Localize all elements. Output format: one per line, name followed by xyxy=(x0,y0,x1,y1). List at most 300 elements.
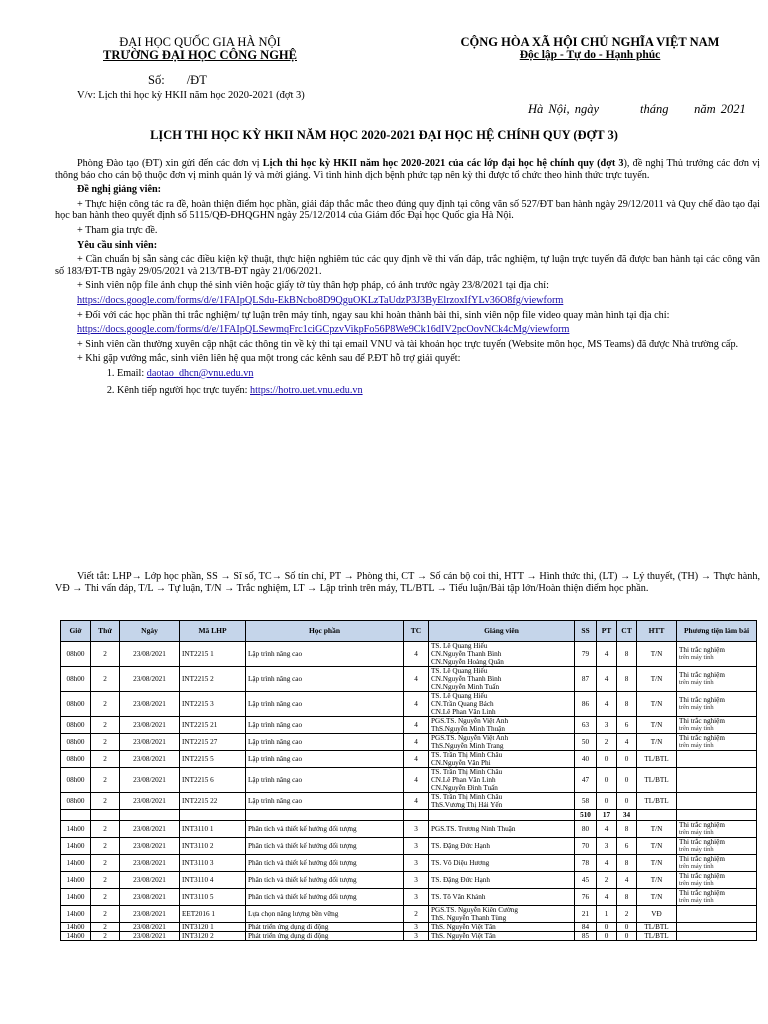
cell-exam-medium xyxy=(677,717,757,734)
cell-exam-format: T/N xyxy=(637,889,677,906)
exam-medium-line: trên máy tính xyxy=(679,679,714,686)
cell-lecturers xyxy=(429,734,575,751)
cell-time: 14h00 xyxy=(61,855,91,872)
cell-rooms: 1 xyxy=(597,906,617,923)
lecturer-name: CN.Nguyễn Thanh Bình xyxy=(431,650,502,658)
lecturer-name: ThS.Vương Thị Hải Yến xyxy=(431,801,503,809)
table-row xyxy=(61,932,757,941)
column-header: HTT xyxy=(637,621,677,642)
exam-medium-line: Thi trắc nghiệm xyxy=(679,734,725,742)
cell-credits: 4 xyxy=(404,717,429,734)
table-row xyxy=(61,838,757,855)
cell-class-code: INT3110 1 xyxy=(180,821,246,838)
cell-course: Lập trình nâng cao xyxy=(246,717,404,734)
issuer-block xyxy=(60,36,340,62)
cell-course: Phân tích và thiết kế hướng đối tượng xyxy=(246,838,404,855)
lecturer-name: ThS.Nguyễn Minh Thuận xyxy=(431,725,505,733)
empty-cell xyxy=(677,810,757,821)
cell-course: Phát triển ứng dụng di động xyxy=(246,923,404,932)
cell-lecturers xyxy=(429,889,575,906)
cell-weekday: 2 xyxy=(91,642,120,667)
support-portal-link[interactable]: https://hotro.uet.vnu.edu.vn xyxy=(250,384,363,396)
column-header: TC xyxy=(404,621,429,642)
cell-rooms: 4 xyxy=(597,889,617,906)
empty-cell xyxy=(91,810,120,821)
table-header-row xyxy=(61,621,757,642)
lecturer-name: TS. Lê Quang Hiếu xyxy=(431,642,488,650)
cell-lecturers xyxy=(429,692,575,717)
cell-proctors: 8 xyxy=(617,642,637,667)
lecturer-name: TS. Đặng Đức Hạnh xyxy=(431,842,490,850)
column-header: CT xyxy=(617,621,637,642)
cell-time: 08h00 xyxy=(61,768,91,793)
cell-rooms: 4 xyxy=(597,855,617,872)
cell-lecturers xyxy=(429,855,575,872)
exam-medium-line: trên máy tính xyxy=(679,725,714,732)
empty-cell xyxy=(120,810,180,821)
lecturer-name: CN.Lê Phan Văn Linh xyxy=(431,776,496,784)
student-item-1: + Cần chuẩn bị sẵn sàng các điều kiện kỹ thuật, thực hiện nghiêm túc các quy định về thi vấn đáp, trắc nghiệm, tự luận trực tuyến đã được ban hành tại các công văn số 183/ĐT-TB ngày 29/05/2021 và 213/TB-ĐT ngày 21/06/2021. xyxy=(55,254,760,277)
cell-credits: 4 xyxy=(404,793,429,810)
cell-exam-medium xyxy=(677,692,757,717)
contact-email: 1. Email: daotao_dhcn@vnu.edu.vn xyxy=(117,368,760,380)
cell-exam-medium xyxy=(677,889,757,906)
cell-date: 23/08/2021 xyxy=(120,751,180,768)
cell-time: 14h00 xyxy=(61,923,91,932)
national-motto-block xyxy=(440,36,740,62)
cell-student-count: 84 xyxy=(575,923,597,932)
exam-medium-line: Thi trắc nghiệm xyxy=(679,838,725,846)
cell-credits: 3 xyxy=(404,932,429,941)
lecturer-heading: Đề nghị giảng viên: xyxy=(77,184,162,196)
abbreviation-legend: Viết tắt: LHP→ Lớp học phần, SS → Sĩ số, TC→ Số tín chỉ, PT → Phòng thi, CT → Số cán bộ coi thi, HTT → Hình thức thi, (LT) → Lý thuyết, (TH) → Thực hành, VĐ → Thi vấn đáp, T/L → Tự luận, T/N → Trắc nghiệm, LT → Lập trình trên máy, TL/BTL → Tiểu luận/Bài tập lớn/Hoàn thiện điểm học phần. xyxy=(55,571,760,594)
cell-credits: 4 xyxy=(404,642,429,667)
cell-course: Lập trình nâng cao xyxy=(246,642,404,667)
empty-cell xyxy=(637,810,677,821)
cell-exam-format: TL/BTL xyxy=(637,751,677,768)
table-row xyxy=(61,717,757,734)
cell-exam-medium xyxy=(677,932,757,941)
table-row xyxy=(61,642,757,667)
lecturer-name: PGS.TS. Nguyễn Việt Anh xyxy=(431,734,509,742)
email-link[interactable]: daotao_dhcn@vnu.edu.vn xyxy=(146,367,254,379)
table-row xyxy=(61,889,757,906)
column-header: Mã LHP xyxy=(180,621,246,642)
cell-credits: 3 xyxy=(404,923,429,932)
column-header: Giờ xyxy=(61,621,91,642)
cell-date: 23/08/2021 xyxy=(120,717,180,734)
cell-student-count: 78 xyxy=(575,855,597,872)
cell-lecturers xyxy=(429,667,575,692)
cell-student-count: 70 xyxy=(575,838,597,855)
cell-class-code: INT2215 1 xyxy=(180,642,246,667)
cell-date: 23/08/2021 xyxy=(120,906,180,923)
cell-lecturers xyxy=(429,717,575,734)
cell-student-count: 85 xyxy=(575,932,597,941)
cell-lecturers xyxy=(429,838,575,855)
cell-date: 23/08/2021 xyxy=(120,793,180,810)
cell-lecturers xyxy=(429,872,575,889)
exam-medium-line: Thi trắc nghiệm xyxy=(679,821,725,829)
cell-credits: 3 xyxy=(404,872,429,889)
column-header: Phương tiện làm bài xyxy=(677,621,757,642)
student-item-2: + Sinh viên nộp file ảnh chụp thẻ sinh viên hoặc giấy tờ tùy thân hợp pháp, có ảnh trước ngày 23/8/2021 tại địa chỉ: xyxy=(77,280,549,292)
lecturer-name: CN.Lê Phan Văn Linh xyxy=(431,708,496,716)
cell-proctors: 6 xyxy=(617,717,637,734)
lecturer-name: PGS.TS. Nguyễn Kiên Cường xyxy=(431,906,518,914)
table-row xyxy=(61,855,757,872)
cell-student-count: 21 xyxy=(575,906,597,923)
cell-class-code: INT2215 3 xyxy=(180,692,246,717)
table-row xyxy=(61,821,757,838)
cell-exam-medium xyxy=(677,906,757,923)
cell-exam-medium xyxy=(677,821,757,838)
exam-medium-line: Thi trắc nghiệm xyxy=(679,855,725,863)
document-number: Số: /ĐT xyxy=(148,73,207,87)
cell-time: 08h00 xyxy=(61,667,91,692)
table-row xyxy=(61,734,757,751)
cell-time: 14h00 xyxy=(61,932,91,941)
cell-weekday: 2 xyxy=(91,872,120,889)
exam-schedule-table xyxy=(60,620,757,941)
lecturer-name: TS. Võ Diệu Hương xyxy=(431,859,490,867)
lecturer-name: ThS.Nguyễn Minh Trang xyxy=(431,742,504,750)
national-motto: Độc lập - Tự do - Hạnh phúc xyxy=(519,49,661,61)
document-title: LỊCH THI HỌC KỲ HKII NĂM HỌC 2020-2021 ĐẠI HỌC HỆ CHÍNH QUY (ĐỢT 3) xyxy=(150,128,618,142)
cell-exam-format: TL/BTL xyxy=(637,793,677,810)
cell-class-code: INT2215 5 xyxy=(180,751,246,768)
exam-medium-line: trên máy tính xyxy=(679,880,714,887)
subtotal-proctors: 34 xyxy=(617,810,637,821)
cell-exam-format: T/N xyxy=(637,692,677,717)
cell-proctors: 8 xyxy=(617,855,637,872)
cell-date: 23/08/2021 xyxy=(120,923,180,932)
exam-medium-line: Thi trắc nghiệm xyxy=(679,872,725,880)
contact-list xyxy=(55,368,760,396)
cell-time: 08h00 xyxy=(61,793,91,810)
lecturer-name: ThS. Nguyễn Thanh Tùng xyxy=(431,914,507,922)
empty-cell xyxy=(404,810,429,821)
cell-proctors: 0 xyxy=(617,932,637,941)
cell-proctors: 0 xyxy=(617,923,637,932)
lecturer-name: ThS. Nguyễn Việt Tân xyxy=(431,932,496,940)
cell-time: 08h00 xyxy=(61,751,91,768)
cell-student-count: 80 xyxy=(575,821,597,838)
cell-weekday: 2 xyxy=(91,793,120,810)
cell-date: 23/08/2021 xyxy=(120,642,180,667)
lecturer-name: CN.Trần Quang Bách xyxy=(431,700,494,708)
document-subject: V/v: Lịch thi học kỳ HKII năm học 2020-2021 (đợt 3) xyxy=(77,90,305,101)
lecturer-name: TS. Tô Văn Khánh xyxy=(431,893,486,901)
cell-exam-medium xyxy=(677,838,757,855)
cell-proctors: 8 xyxy=(617,821,637,838)
table-row xyxy=(61,906,757,923)
cell-course: Phát triển ứng dụng di động xyxy=(246,932,404,941)
cell-proctors: 2 xyxy=(617,906,637,923)
cell-exam-format: T/N xyxy=(637,855,677,872)
document-body xyxy=(55,158,760,401)
cell-time: 14h00 xyxy=(61,838,91,855)
cell-exam-format: T/N xyxy=(637,642,677,667)
cell-proctors: 8 xyxy=(617,889,637,906)
cell-exam-medium xyxy=(677,793,757,810)
cell-proctors: 4 xyxy=(617,734,637,751)
issuer-line-2: TRƯỜNG ĐẠI HỌC CÔNG NGHỆ xyxy=(103,48,297,62)
empty-cell xyxy=(61,810,91,821)
cell-course: Lập trình nâng cao xyxy=(246,768,404,793)
cell-weekday: 2 xyxy=(91,838,120,855)
table-row xyxy=(61,768,757,793)
cell-proctors: 0 xyxy=(617,751,637,768)
national-title: CỘNG HÒA XÃ HỘI CHỦ NGHĨA VIỆT NAM xyxy=(460,35,720,49)
cell-student-count: 50 xyxy=(575,734,597,751)
cell-credits: 2 xyxy=(404,906,429,923)
lecturer-name: CN.Nguyễn Hoàng Quân xyxy=(431,658,504,666)
cell-weekday: 2 xyxy=(91,889,120,906)
cell-exam-format: T/N xyxy=(637,838,677,855)
cell-proctors: 8 xyxy=(617,692,637,717)
student-item-5: + Khi gặp vướng mắc, sinh viên liên hệ qua một trong các kênh sau để P.ĐT hỗ trợ giải quyết: xyxy=(77,353,461,365)
cell-lecturers xyxy=(429,642,575,667)
exam-medium-line: trên máy tính xyxy=(679,897,714,904)
cell-class-code: INT2215 6 xyxy=(180,768,246,793)
column-header: Thứ xyxy=(91,621,120,642)
column-header: Học phần xyxy=(246,621,404,642)
lecturer-name: TS. Đặng Đức Hạnh xyxy=(431,876,490,884)
empty-cell xyxy=(246,810,404,821)
cell-exam-medium xyxy=(677,734,757,751)
lecturer-name: PGS.TS. Nguyễn Việt Anh xyxy=(431,717,509,725)
cell-exam-medium xyxy=(677,872,757,889)
cell-class-code: INT2215 2 xyxy=(180,667,246,692)
cell-rooms: 3 xyxy=(597,717,617,734)
table-row xyxy=(61,751,757,768)
exam-medium-line: trên máy tính xyxy=(679,742,714,749)
cell-proctors: 0 xyxy=(617,793,637,810)
id-upload-link[interactable]: https://docs.google.com/forms/d/e/1FAIpQLSdu-EkBNcbo8D9QguOKLzTaUdzP3J3ByElrzoxIfYLv36O8fg/viewform xyxy=(77,294,564,306)
cell-weekday: 2 xyxy=(91,768,120,793)
student-item-4: + Sinh viên cần thường xuyên cập nhật các thông tin về kỳ thi tại email VNU và tài khoản học trực tuyến (Website môn học, MS Teams) đã được Nhà trường cấp. xyxy=(77,338,739,350)
cell-course: Lập trình nâng cao xyxy=(246,667,404,692)
exam-medium-line: trên máy tính xyxy=(679,846,714,853)
exam-medium-line: trên máy tính xyxy=(679,863,714,870)
cell-student-count: 58 xyxy=(575,793,597,810)
cell-proctors: 0 xyxy=(617,768,637,793)
cell-date: 23/08/2021 xyxy=(120,889,180,906)
cell-time: 14h00 xyxy=(61,906,91,923)
cell-credits: 3 xyxy=(404,855,429,872)
cell-class-code: INT3120 2 xyxy=(180,932,246,941)
cell-class-code: INT2215 22 xyxy=(180,793,246,810)
cell-rooms: 0 xyxy=(597,768,617,793)
cell-lecturers xyxy=(429,932,575,941)
cell-time: 08h00 xyxy=(61,692,91,717)
cell-class-code: INT2215 27 xyxy=(180,734,246,751)
lecturer-name: TS. Trần Thị Minh Châu xyxy=(431,768,503,776)
cell-time: 14h00 xyxy=(61,821,91,838)
exam-medium-line: Thi trắc nghiệm xyxy=(679,671,725,679)
cell-time: 08h00 xyxy=(61,734,91,751)
cell-lecturers xyxy=(429,768,575,793)
lecturer-name: TS. Lê Quang Hiếu xyxy=(431,667,488,675)
table-row xyxy=(61,692,757,717)
cell-exam-medium xyxy=(677,768,757,793)
lecturer-name: TS. Trần Thị Minh Châu xyxy=(431,793,503,801)
cell-credits: 3 xyxy=(404,821,429,838)
cell-student-count: 47 xyxy=(575,768,597,793)
cell-date: 23/08/2021 xyxy=(120,855,180,872)
cell-student-count: 76 xyxy=(575,889,597,906)
cell-rooms: 0 xyxy=(597,793,617,810)
cell-exam-format: VĐ xyxy=(637,906,677,923)
lecturer-name: CN.Nguyễn Thanh Bình xyxy=(431,675,502,683)
cell-student-count: 40 xyxy=(575,751,597,768)
cell-date: 23/08/2021 xyxy=(120,768,180,793)
cell-course: Lựa chọn năng lượng bền vững xyxy=(246,906,404,923)
empty-cell xyxy=(180,810,246,821)
column-header: PT xyxy=(597,621,617,642)
cell-weekday: 2 xyxy=(91,692,120,717)
cell-exam-medium xyxy=(677,667,757,692)
lecturer-name: CN.Nguyễn Đình Tuấn xyxy=(431,784,498,792)
lecturer-name: ThS. Nguyễn Việt Tân xyxy=(431,923,496,931)
cell-class-code: INT3110 3 xyxy=(180,855,246,872)
cell-credits: 3 xyxy=(404,838,429,855)
cell-exam-format: T/N xyxy=(637,667,677,692)
cell-exam-format: TL/BTL xyxy=(637,932,677,941)
cell-lecturers xyxy=(429,906,575,923)
cell-credits: 4 xyxy=(404,751,429,768)
cell-lecturers xyxy=(429,923,575,932)
cell-class-code: INT3110 5 xyxy=(180,889,246,906)
intro-paragraph: Phòng Đào tạo (ĐT) xin gửi đến các đơn vị Lịch thi học kỳ HKII năm học 2020-2021 của các lớp đại học hệ chính quy (đợt 3), đề nghị Thủ trưởng các đơn vị thông báo cho cán bộ thuộc đơn vị mình quản lý và mời giảng. Vì tình hình dịch bệnh phức tạp nên kỳ thi được tổ chức theo hình thức trực tuyến. xyxy=(55,158,761,181)
cell-rooms: 0 xyxy=(597,932,617,941)
student-item-3: + Đối với các học phần thi trắc nghiệm/ tự luận trên máy tính, ngay sau khi hoàn thành bài thi, sinh viên nộp file video quay màn hình tại địa chỉ: xyxy=(77,309,670,321)
cell-exam-medium xyxy=(677,751,757,768)
cell-class-code: EET2016 1 xyxy=(180,906,246,923)
cell-credits: 4 xyxy=(404,692,429,717)
cell-rooms: 4 xyxy=(597,692,617,717)
cell-student-count: 86 xyxy=(575,692,597,717)
cell-credits: 4 xyxy=(404,768,429,793)
cell-lecturers xyxy=(429,793,575,810)
cell-exam-medium xyxy=(677,642,757,667)
cell-weekday: 2 xyxy=(91,923,120,932)
cell-course: Lập trình nâng cao xyxy=(246,793,404,810)
cell-course: Phân tích và thiết kế hướng đối tượng xyxy=(246,821,404,838)
cell-date: 23/08/2021 xyxy=(120,821,180,838)
subtotal-rooms: 17 xyxy=(597,810,617,821)
subtotal-students: 510 xyxy=(575,810,597,821)
exam-medium-line: Thi trắc nghiệm xyxy=(679,646,725,654)
exam-medium-line: Thi trắc nghiệm xyxy=(679,717,725,725)
cell-date: 23/08/2021 xyxy=(120,838,180,855)
empty-cell xyxy=(429,810,575,821)
student-heading: Yêu cầu sinh viên: xyxy=(77,239,158,251)
cell-date: 23/08/2021 xyxy=(120,692,180,717)
cell-time: 08h00 xyxy=(61,717,91,734)
cell-rooms: 2 xyxy=(597,734,617,751)
cell-lecturers xyxy=(429,751,575,768)
place-date: Hà Nội, ngày tháng năm 2021 xyxy=(528,102,746,116)
cell-rooms: 2 xyxy=(597,872,617,889)
cell-student-count: 45 xyxy=(575,872,597,889)
table-row xyxy=(61,667,757,692)
cell-date: 23/08/2021 xyxy=(120,872,180,889)
cell-rooms: 4 xyxy=(597,821,617,838)
exam-medium-line: trên máy tính xyxy=(679,654,714,661)
cell-exam-medium xyxy=(677,855,757,872)
cell-rooms: 3 xyxy=(597,838,617,855)
table-row xyxy=(61,793,757,810)
cell-course: Phân tích và thiết kế hướng đối tượng xyxy=(246,889,404,906)
cell-exam-format: T/N xyxy=(637,821,677,838)
lecturer-name: CN.Nguyễn Văn Phi xyxy=(431,759,491,767)
cell-rooms: 4 xyxy=(597,642,617,667)
cell-time: 14h00 xyxy=(61,872,91,889)
cell-weekday: 2 xyxy=(91,932,120,941)
cell-weekday: 2 xyxy=(91,667,120,692)
cell-course: Phân tích và thiết kế hướng đối tượng xyxy=(246,872,404,889)
cell-exam-format: T/N xyxy=(637,717,677,734)
cell-class-code: INT3110 2 xyxy=(180,838,246,855)
cell-credits: 4 xyxy=(404,734,429,751)
cell-date: 23/08/2021 xyxy=(120,932,180,941)
cell-exam-format: TL/BTL xyxy=(637,768,677,793)
cell-proctors: 6 xyxy=(617,838,637,855)
lecturer-name: CN.Nguyễn Minh Tuấn xyxy=(431,683,500,691)
lecturer-item-2: + Tham gia trực đề. xyxy=(77,224,158,236)
cell-weekday: 2 xyxy=(91,717,120,734)
cell-course: Lập trình nâng cao xyxy=(246,751,404,768)
cell-credits: 3 xyxy=(404,889,429,906)
column-header: Ngày xyxy=(120,621,180,642)
exam-medium-line: Thi trắc nghiệm xyxy=(679,696,725,704)
column-header: SS xyxy=(575,621,597,642)
cell-class-code: INT2215 21 xyxy=(180,717,246,734)
cell-time: 14h00 xyxy=(61,889,91,906)
cell-exam-format: TL/BTL xyxy=(637,923,677,932)
cell-proctors: 4 xyxy=(617,872,637,889)
cell-course: Phân tích và thiết kế hướng đối tượng xyxy=(246,855,404,872)
cell-weekday: 2 xyxy=(91,906,120,923)
cell-rooms: 0 xyxy=(597,923,617,932)
exam-medium-line: trên máy tính xyxy=(679,704,714,711)
cell-class-code: INT3110 4 xyxy=(180,872,246,889)
cell-class-code: INT3120 1 xyxy=(180,923,246,932)
cell-weekday: 2 xyxy=(91,751,120,768)
exam-medium-line: trên máy tính xyxy=(679,829,714,836)
cell-rooms: 0 xyxy=(597,751,617,768)
exam-medium-line: Thi trắc nghiệm xyxy=(679,889,725,897)
cell-weekday: 2 xyxy=(91,821,120,838)
cell-credits: 4 xyxy=(404,667,429,692)
issuer-line-1: ĐẠI HỌC QUỐC GIA HÀ NỘI xyxy=(119,35,281,49)
table-row xyxy=(61,923,757,932)
lecturer-name: TS. Trần Thị Minh Châu xyxy=(431,751,503,759)
cell-student-count: 79 xyxy=(575,642,597,667)
cell-time: 08h00 xyxy=(61,642,91,667)
cell-date: 23/08/2021 xyxy=(120,667,180,692)
table-row xyxy=(61,872,757,889)
column-header: Giảng viên xyxy=(429,621,575,642)
cell-date: 23/08/2021 xyxy=(120,734,180,751)
cell-exam-format: T/N xyxy=(637,872,677,889)
contact-portal: 2. Kênh tiếp người học trực tuyến: https://hotro.uet.vnu.edu.vn xyxy=(117,385,760,397)
cell-proctors: 8 xyxy=(617,667,637,692)
video-upload-link[interactable]: https://docs.google.com/forms/d/e/1FAIpQLSewmqFrc1ciGCpzvVikpFo56P8We9Ck16dIV2pcOovNCk4cMg/viewform xyxy=(77,324,570,336)
cell-rooms: 4 xyxy=(597,667,617,692)
